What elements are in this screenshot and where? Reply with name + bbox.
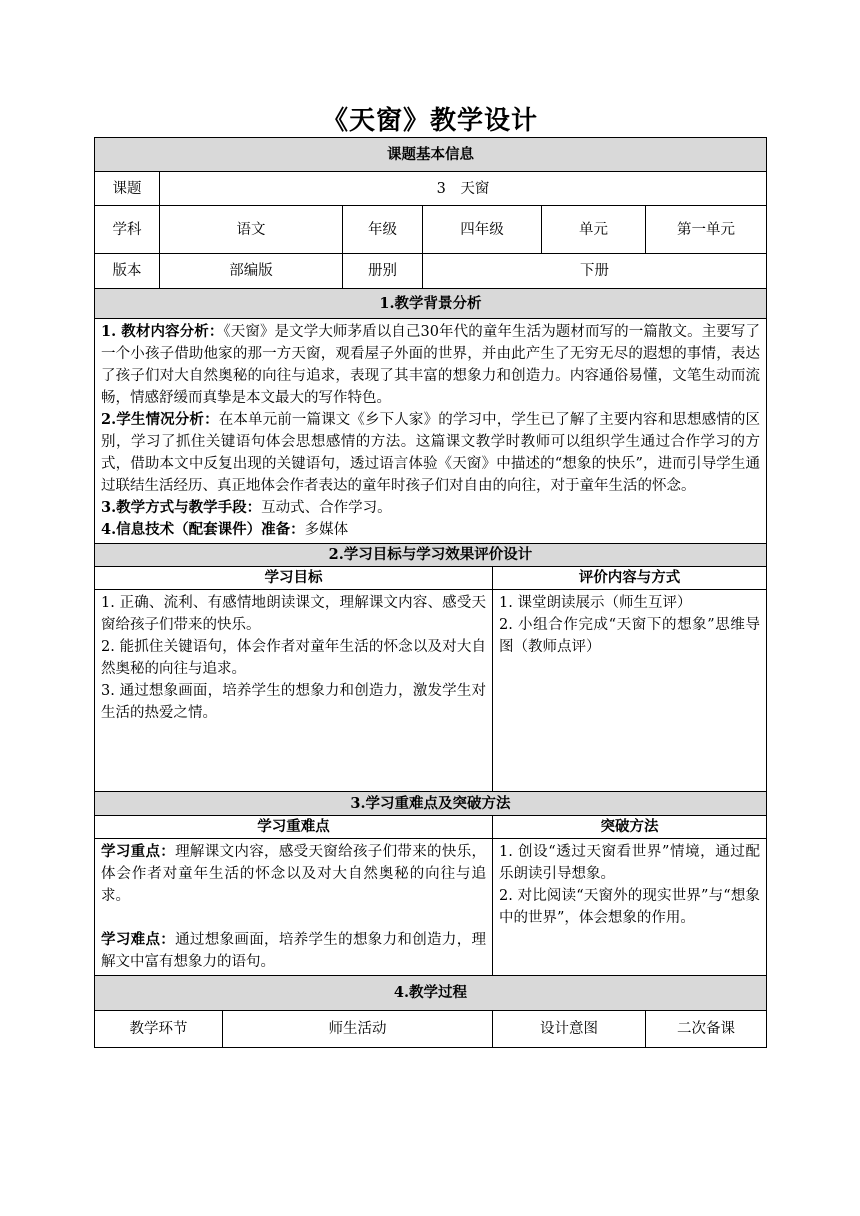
evaluation-item: 2. 小组合作完成“天窗下的想象”思维导图（教师点评）: [499, 617, 760, 655]
section4-header: 4.教学过程: [95, 976, 767, 1011]
edition-value: 部编版: [160, 254, 343, 289]
subject-value: 语文: [160, 206, 343, 254]
material-analysis: 1. 教材内容分析：《天窗》是文学大师茅盾以自己30年代的童年生活为题材而写的一篇散文。主要写了一个小孩子借助他家的那一方天窗，观看屋子外面的世界，并由此产生了无穷无尽的遐想的事情，表达了孩子们对大自然奥秘的向往与追求，表现了其丰富的想象力和创造力。内容通俗易懂，文笔生动而流畅，情感舒缓而真挚是本文最大的写作特色。: [101, 323, 760, 406]
method-item: 1. 创设“透过天窗看世界”情境，通过配乐朗读引导想象。: [499, 844, 760, 882]
method-item: 2. 对比阅读“天窗外的现实世界”与“想象中的世界”，体会想象的作用。: [499, 888, 760, 926]
process-col-intent: 设计意图: [493, 1011, 646, 1048]
goal-item: 2. 能抓住关键语句，体会作者对童年生活的怀念以及对大自然奥秘的向往与追求。: [101, 639, 486, 677]
evaluation-methods: [493, 590, 767, 792]
grade-label: 年级: [343, 206, 423, 254]
background-analysis: [95, 319, 767, 544]
key-and-difficult-points: [95, 839, 493, 976]
goal-item: 1. 正确、流利、有感情地朗读课文，理解课文内容、感受天窗给孩子们带来的快乐。: [101, 595, 486, 633]
grade-value: 四年级: [423, 206, 542, 254]
topic-value: 3 天窗: [160, 172, 767, 206]
subject-label: 学科: [95, 206, 160, 254]
section2-header: 2.学习目标与学习效果评价设计: [95, 544, 767, 567]
section3-header: 3.学习重难点及突破方法: [95, 792, 767, 816]
key-points-header: 学习重难点: [95, 816, 493, 839]
learning-goals: [95, 590, 493, 792]
student-analysis: 2.学生情况分析：在本单元前一篇课文《乡下人家》的学习中，学生已了解了主要内容和思想感情的区别，学习了抓住关键语句体会思想感情的方法。这篇课文教学时教师可以组织学生通过合作学习的方式，借助本文中反复出现的关键语句，透过语言体验《天窗》中描述的“想象的快乐”，进而引导学生通过联结生活经历、真正地体会作者表达的童年时孩子们对自由的向往，对于童年生活的怀念。: [101, 411, 760, 494]
methods-header: 突破方法: [493, 816, 767, 839]
process-col-activities: 师生活动: [223, 1011, 493, 1048]
section1-header: 1.教学背景分析: [95, 289, 767, 319]
volume-value: 下册: [423, 254, 767, 289]
unit-value: 第一单元: [646, 206, 767, 254]
topic-label: 课题: [95, 172, 160, 206]
edition-label: 版本: [95, 254, 160, 289]
difficult-point: 学习难点：通过想象画面，培养学生的想象力和创造力，理解文中富有想象力的语句。: [101, 931, 487, 970]
document-title: 《天窗》教学设计: [321, 106, 538, 136]
volume-label: 册别: [343, 254, 423, 289]
unit-label: 单元: [542, 206, 646, 254]
goal-item: 3. 通过想象画面，培养学生的想象力和创造力，激发学生对生活的热爱之情。: [101, 683, 486, 721]
it-preparation: 4.信息技术（配套课件）准备：多媒体: [101, 521, 349, 538]
process-col-revision: 二次备课: [646, 1011, 767, 1048]
teaching-methods: 3.教学方式与教学手段：互动式、合作学习。: [101, 499, 392, 516]
goals-header: 学习目标: [95, 567, 493, 590]
lesson-plan-table: [94, 137, 767, 1048]
key-point: 学习重点：理解课文内容，感受天窗给孩子们带来的快乐，体会作者对童年生活的怀念以及对大自然奥秘的向往与追求。: [101, 843, 487, 904]
evaluation-item: 1. 课堂朗读展示（师生互评）: [499, 595, 692, 611]
basic-info-header: 课题基本信息: [95, 138, 767, 172]
evaluation-header: 评价内容与方式: [493, 567, 767, 590]
process-col-stage: 教学环节: [95, 1011, 223, 1048]
breakthrough-methods: [493, 839, 767, 976]
